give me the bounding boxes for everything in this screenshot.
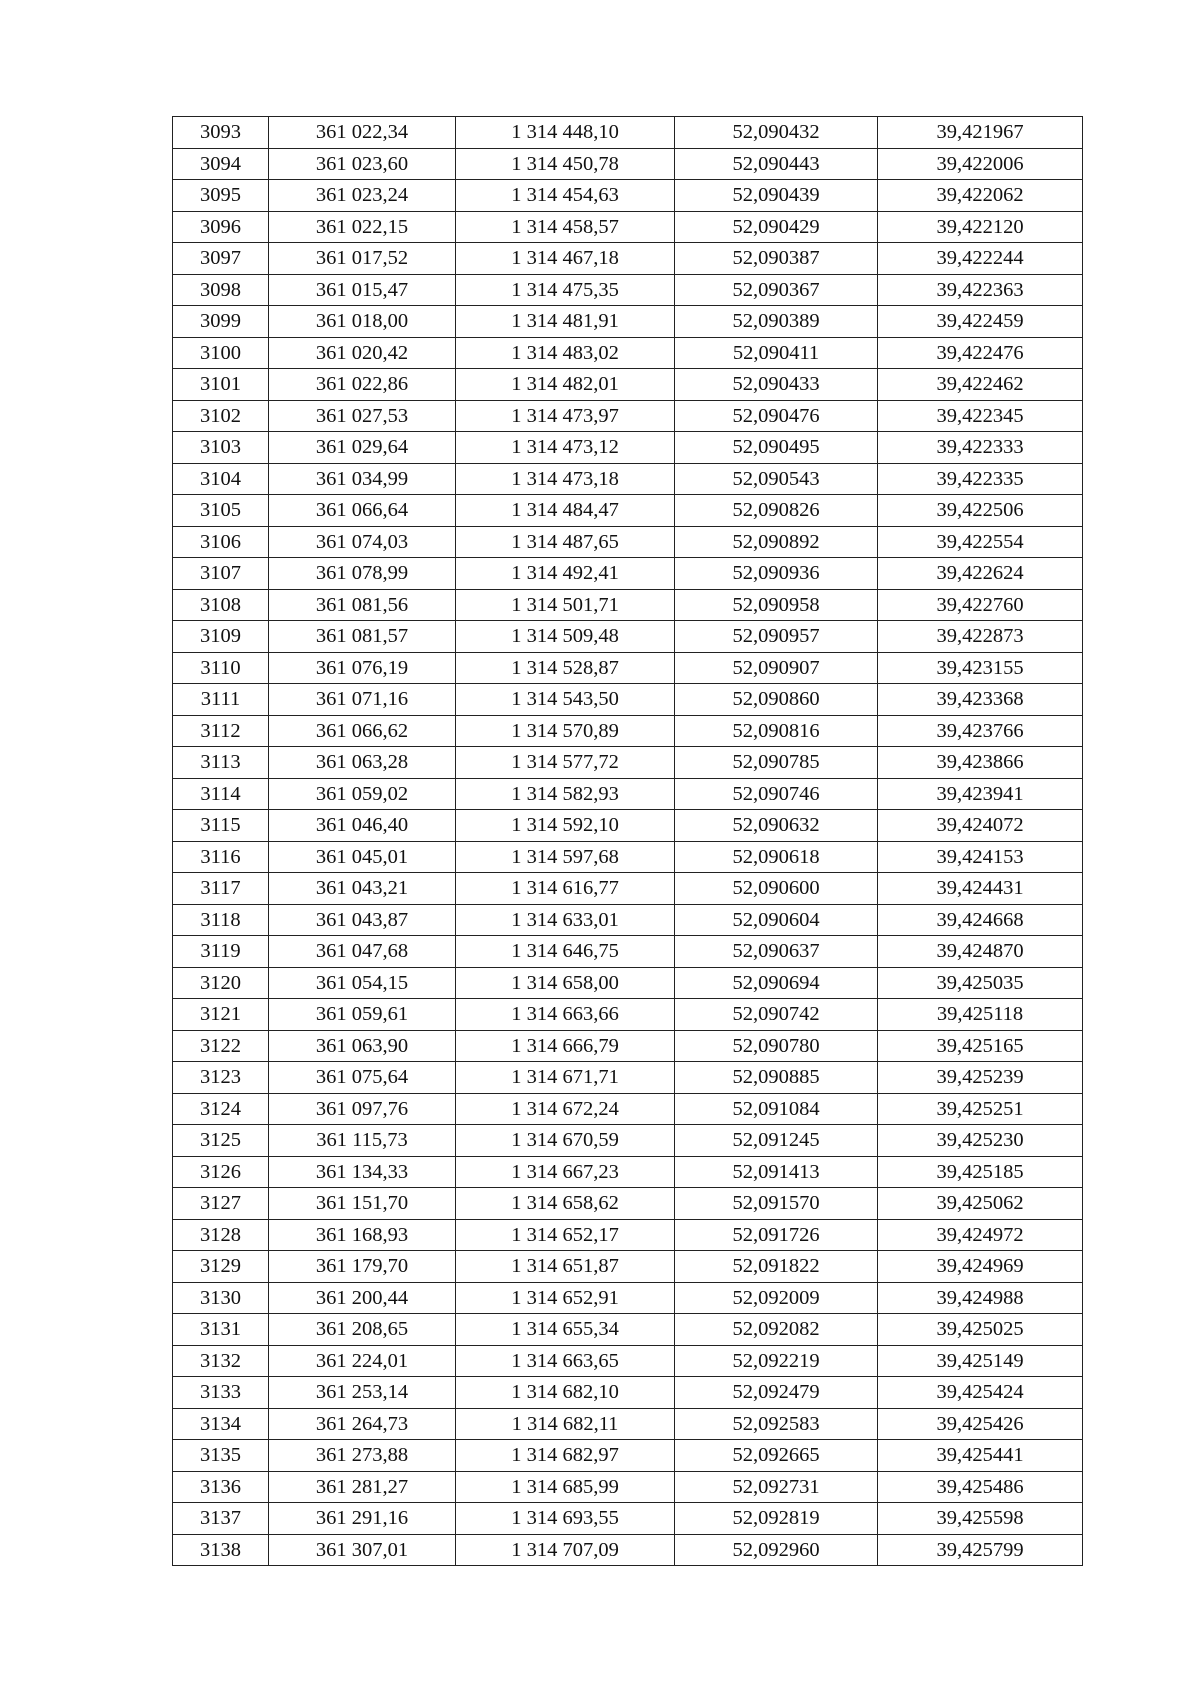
longitude-cell: 39,422120: [878, 211, 1083, 243]
y-coordinate-cell: 1 314 473,18: [456, 463, 675, 495]
table-row: [173, 589, 1083, 621]
latitude-cell: 52,090780: [675, 1030, 878, 1062]
x-coordinate-cell: 361 200,44: [269, 1282, 456, 1314]
point-number-cell: 3132: [173, 1345, 269, 1377]
point-number-cell: 3096: [173, 211, 269, 243]
point-number-cell: 3136: [173, 1471, 269, 1503]
longitude-cell: 39,424870: [878, 936, 1083, 968]
point-number-cell: 3100: [173, 337, 269, 369]
longitude-cell: 39,422462: [878, 369, 1083, 401]
latitude-cell: 52,090742: [675, 999, 878, 1031]
table-row: [173, 1377, 1083, 1409]
x-coordinate-cell: 361 022,34: [269, 117, 456, 149]
point-number-cell: 3129: [173, 1251, 269, 1283]
y-coordinate-cell: 1 314 492,41: [456, 558, 675, 590]
x-coordinate-cell: 361 208,65: [269, 1314, 456, 1346]
longitude-cell: 39,423155: [878, 652, 1083, 684]
x-coordinate-cell: 361 078,99: [269, 558, 456, 590]
x-coordinate-cell: 361 281,27: [269, 1471, 456, 1503]
x-coordinate-cell: 361 063,28: [269, 747, 456, 779]
x-coordinate-cell: 361 018,00: [269, 306, 456, 338]
x-coordinate-cell: 361 074,03: [269, 526, 456, 558]
point-number-cell: 3130: [173, 1282, 269, 1314]
y-coordinate-cell: 1 314 458,57: [456, 211, 675, 243]
y-coordinate-cell: 1 314 671,71: [456, 1062, 675, 1094]
y-coordinate-cell: 1 314 646,75: [456, 936, 675, 968]
point-number-cell: 3115: [173, 810, 269, 842]
latitude-cell: 52,090860: [675, 684, 878, 716]
y-coordinate-cell: 1 314 582,93: [456, 778, 675, 810]
latitude-cell: 52,090618: [675, 841, 878, 873]
point-number-cell: 3108: [173, 589, 269, 621]
longitude-cell: 39,423866: [878, 747, 1083, 779]
y-coordinate-cell: 1 314 467,18: [456, 243, 675, 275]
x-coordinate-cell: 361 291,16: [269, 1503, 456, 1535]
longitude-cell: 39,425062: [878, 1188, 1083, 1220]
x-coordinate-cell: 361 029,64: [269, 432, 456, 464]
latitude-cell: 52,090637: [675, 936, 878, 968]
y-coordinate-cell: 1 314 658,62: [456, 1188, 675, 1220]
longitude-cell: 39,422062: [878, 180, 1083, 212]
y-coordinate-cell: 1 314 543,50: [456, 684, 675, 716]
x-coordinate-cell: 361 046,40: [269, 810, 456, 842]
table-row: [173, 904, 1083, 936]
x-coordinate-cell: 361 015,47: [269, 274, 456, 306]
y-coordinate-cell: 1 314 528,87: [456, 652, 675, 684]
longitude-cell: 39,422335: [878, 463, 1083, 495]
table-row: [173, 117, 1083, 149]
table-row: [173, 1440, 1083, 1472]
x-coordinate-cell: 361 081,56: [269, 589, 456, 621]
point-number-cell: 3123: [173, 1062, 269, 1094]
point-number-cell: 3094: [173, 148, 269, 180]
longitude-cell: 39,422459: [878, 306, 1083, 338]
table-row: [173, 999, 1083, 1031]
table-row: [173, 432, 1083, 464]
point-number-cell: 3116: [173, 841, 269, 873]
x-coordinate-cell: 361 273,88: [269, 1440, 456, 1472]
longitude-cell: 39,422624: [878, 558, 1083, 590]
y-coordinate-cell: 1 314 482,01: [456, 369, 675, 401]
latitude-cell: 52,090694: [675, 967, 878, 999]
x-coordinate-cell: 361 224,01: [269, 1345, 456, 1377]
point-number-cell: 3125: [173, 1125, 269, 1157]
y-coordinate-cell: 1 314 651,87: [456, 1251, 675, 1283]
x-coordinate-cell: 361 071,16: [269, 684, 456, 716]
point-number-cell: 3111: [173, 684, 269, 716]
point-number-cell: 3119: [173, 936, 269, 968]
point-number-cell: 3095: [173, 180, 269, 212]
latitude-cell: 52,090411: [675, 337, 878, 369]
table-row: [173, 715, 1083, 747]
table-row: [173, 400, 1083, 432]
latitude-cell: 52,091570: [675, 1188, 878, 1220]
table-row: [173, 1156, 1083, 1188]
latitude-cell: 52,090433: [675, 369, 878, 401]
latitude-cell: 52,090429: [675, 211, 878, 243]
table-row: [173, 526, 1083, 558]
point-number-cell: 3120: [173, 967, 269, 999]
longitude-cell: 39,425025: [878, 1314, 1083, 1346]
latitude-cell: 52,090785: [675, 747, 878, 779]
x-coordinate-cell: 361 022,15: [269, 211, 456, 243]
table-row: [173, 1408, 1083, 1440]
point-number-cell: 3098: [173, 274, 269, 306]
x-coordinate-cell: 361 066,62: [269, 715, 456, 747]
latitude-cell: 52,090387: [675, 243, 878, 275]
y-coordinate-cell: 1 314 666,79: [456, 1030, 675, 1062]
y-coordinate-cell: 1 314 616,77: [456, 873, 675, 905]
latitude-cell: 52,090746: [675, 778, 878, 810]
latitude-cell: 52,092819: [675, 1503, 878, 1535]
x-coordinate-cell: 361 043,21: [269, 873, 456, 905]
latitude-cell: 52,092960: [675, 1534, 878, 1566]
y-coordinate-cell: 1 314 685,99: [456, 1471, 675, 1503]
point-number-cell: 3103: [173, 432, 269, 464]
x-coordinate-cell: 361 168,93: [269, 1219, 456, 1251]
longitude-cell: 39,425118: [878, 999, 1083, 1031]
longitude-cell: 39,424153: [878, 841, 1083, 873]
x-coordinate-cell: 361 043,87: [269, 904, 456, 936]
table-row: [173, 1125, 1083, 1157]
y-coordinate-cell: 1 314 670,59: [456, 1125, 675, 1157]
latitude-cell: 52,091084: [675, 1093, 878, 1125]
latitude-cell: 52,092082: [675, 1314, 878, 1346]
latitude-cell: 52,091413: [675, 1156, 878, 1188]
longitude-cell: 39,425799: [878, 1534, 1083, 1566]
latitude-cell: 52,090632: [675, 810, 878, 842]
latitude-cell: 52,090826: [675, 495, 878, 527]
longitude-cell: 39,425149: [878, 1345, 1083, 1377]
point-number-cell: 3122: [173, 1030, 269, 1062]
point-number-cell: 3102: [173, 400, 269, 432]
table-row: [173, 684, 1083, 716]
longitude-cell: 39,425251: [878, 1093, 1083, 1125]
table-row: [173, 463, 1083, 495]
x-coordinate-cell: 361 034,99: [269, 463, 456, 495]
longitude-cell: 39,422506: [878, 495, 1083, 527]
x-coordinate-cell: 361 027,53: [269, 400, 456, 432]
point-number-cell: 3110: [173, 652, 269, 684]
table-row: [173, 243, 1083, 275]
latitude-cell: 52,090432: [675, 117, 878, 149]
x-coordinate-cell: 361 081,57: [269, 621, 456, 653]
point-number-cell: 3101: [173, 369, 269, 401]
point-number-cell: 3117: [173, 873, 269, 905]
longitude-cell: 39,423368: [878, 684, 1083, 716]
x-coordinate-cell: 361 134,33: [269, 1156, 456, 1188]
x-coordinate-cell: 361 063,90: [269, 1030, 456, 1062]
y-coordinate-cell: 1 314 682,10: [456, 1377, 675, 1409]
y-coordinate-cell: 1 314 454,63: [456, 180, 675, 212]
table-row: [173, 180, 1083, 212]
table-row: [173, 306, 1083, 338]
x-coordinate-cell: 361 047,68: [269, 936, 456, 968]
longitude-cell: 39,422006: [878, 148, 1083, 180]
longitude-cell: 39,425486: [878, 1471, 1083, 1503]
x-coordinate-cell: 361 045,01: [269, 841, 456, 873]
table-row: [173, 778, 1083, 810]
table-row: [173, 1503, 1083, 1535]
latitude-cell: 52,090936: [675, 558, 878, 590]
y-coordinate-cell: 1 314 450,78: [456, 148, 675, 180]
latitude-cell: 52,090892: [675, 526, 878, 558]
table-row: [173, 841, 1083, 873]
latitude-cell: 52,090958: [675, 589, 878, 621]
table-row: [173, 211, 1083, 243]
table-row: [173, 1282, 1083, 1314]
table-row: [173, 558, 1083, 590]
latitude-cell: 52,090816: [675, 715, 878, 747]
longitude-cell: 39,425230: [878, 1125, 1083, 1157]
point-number-cell: 3097: [173, 243, 269, 275]
longitude-cell: 39,425239: [878, 1062, 1083, 1094]
longitude-cell: 39,425441: [878, 1440, 1083, 1472]
point-number-cell: 3124: [173, 1093, 269, 1125]
longitude-cell: 39,425424: [878, 1377, 1083, 1409]
x-coordinate-cell: 361 020,42: [269, 337, 456, 369]
y-coordinate-cell: 1 314 475,35: [456, 274, 675, 306]
x-coordinate-cell: 361 075,64: [269, 1062, 456, 1094]
longitude-cell: 39,424668: [878, 904, 1083, 936]
longitude-cell: 39,422244: [878, 243, 1083, 275]
table-row: [173, 1219, 1083, 1251]
table-row: [173, 1534, 1083, 1566]
point-number-cell: 3113: [173, 747, 269, 779]
y-coordinate-cell: 1 314 652,17: [456, 1219, 675, 1251]
coordinates-table: [172, 116, 1083, 1566]
y-coordinate-cell: 1 314 501,71: [456, 589, 675, 621]
y-coordinate-cell: 1 314 672,24: [456, 1093, 675, 1125]
point-number-cell: 3093: [173, 117, 269, 149]
y-coordinate-cell: 1 314 633,01: [456, 904, 675, 936]
table-row: [173, 274, 1083, 306]
table-row: [173, 1251, 1083, 1283]
latitude-cell: 52,092731: [675, 1471, 878, 1503]
y-coordinate-cell: 1 314 481,91: [456, 306, 675, 338]
y-coordinate-cell: 1 314 509,48: [456, 621, 675, 653]
x-coordinate-cell: 361 115,73: [269, 1125, 456, 1157]
point-number-cell: 3126: [173, 1156, 269, 1188]
latitude-cell: 52,090957: [675, 621, 878, 653]
x-coordinate-cell: 361 253,14: [269, 1377, 456, 1409]
point-number-cell: 3127: [173, 1188, 269, 1220]
y-coordinate-cell: 1 314 484,47: [456, 495, 675, 527]
y-coordinate-cell: 1 314 473,12: [456, 432, 675, 464]
latitude-cell: 52,090604: [675, 904, 878, 936]
longitude-cell: 39,425185: [878, 1156, 1083, 1188]
point-number-cell: 3128: [173, 1219, 269, 1251]
longitude-cell: 39,422760: [878, 589, 1083, 621]
longitude-cell: 39,425598: [878, 1503, 1083, 1535]
table-row: [173, 1093, 1083, 1125]
table-row: [173, 1030, 1083, 1062]
longitude-cell: 39,425426: [878, 1408, 1083, 1440]
x-coordinate-cell: 361 023,60: [269, 148, 456, 180]
longitude-cell: 39,424969: [878, 1251, 1083, 1283]
y-coordinate-cell: 1 314 570,89: [456, 715, 675, 747]
latitude-cell: 52,090907: [675, 652, 878, 684]
latitude-cell: 52,090885: [675, 1062, 878, 1094]
x-coordinate-cell: 361 059,02: [269, 778, 456, 810]
x-coordinate-cell: 361 054,15: [269, 967, 456, 999]
latitude-cell: 52,091726: [675, 1219, 878, 1251]
x-coordinate-cell: 361 022,86: [269, 369, 456, 401]
longitude-cell: 39,422333: [878, 432, 1083, 464]
y-coordinate-cell: 1 314 655,34: [456, 1314, 675, 1346]
point-number-cell: 3133: [173, 1377, 269, 1409]
table-row: [173, 1188, 1083, 1220]
y-coordinate-cell: 1 314 667,23: [456, 1156, 675, 1188]
table-row: [173, 1345, 1083, 1377]
point-number-cell: 3106: [173, 526, 269, 558]
longitude-cell: 39,425165: [878, 1030, 1083, 1062]
table-row: [173, 337, 1083, 369]
longitude-cell: 39,423941: [878, 778, 1083, 810]
table-row: [173, 369, 1083, 401]
longitude-cell: 39,424972: [878, 1219, 1083, 1251]
x-coordinate-cell: 361 066,64: [269, 495, 456, 527]
point-number-cell: 3118: [173, 904, 269, 936]
point-number-cell: 3109: [173, 621, 269, 653]
table-row: [173, 1062, 1083, 1094]
latitude-cell: 52,090476: [675, 400, 878, 432]
x-coordinate-cell: 361 307,01: [269, 1534, 456, 1566]
y-coordinate-cell: 1 314 448,10: [456, 117, 675, 149]
longitude-cell: 39,422345: [878, 400, 1083, 432]
table-row: [173, 967, 1083, 999]
y-coordinate-cell: 1 314 652,91: [456, 1282, 675, 1314]
latitude-cell: 52,090439: [675, 180, 878, 212]
x-coordinate-cell: 361 097,76: [269, 1093, 456, 1125]
latitude-cell: 52,090495: [675, 432, 878, 464]
table-row: [173, 873, 1083, 905]
point-number-cell: 3121: [173, 999, 269, 1031]
latitude-cell: 52,092583: [675, 1408, 878, 1440]
latitude-cell: 52,092665: [675, 1440, 878, 1472]
point-number-cell: 3137: [173, 1503, 269, 1535]
table-row: [173, 810, 1083, 842]
latitude-cell: 52,090367: [675, 274, 878, 306]
longitude-cell: 39,424072: [878, 810, 1083, 842]
table-row: [173, 1314, 1083, 1346]
table-row: [173, 1471, 1083, 1503]
point-number-cell: 3112: [173, 715, 269, 747]
y-coordinate-cell: 1 314 597,68: [456, 841, 675, 873]
point-number-cell: 3099: [173, 306, 269, 338]
y-coordinate-cell: 1 314 577,72: [456, 747, 675, 779]
longitude-cell: 39,425035: [878, 967, 1083, 999]
latitude-cell: 52,091245: [675, 1125, 878, 1157]
y-coordinate-cell: 1 314 483,02: [456, 337, 675, 369]
y-coordinate-cell: 1 314 473,97: [456, 400, 675, 432]
y-coordinate-cell: 1 314 707,09: [456, 1534, 675, 1566]
y-coordinate-cell: 1 314 658,00: [456, 967, 675, 999]
y-coordinate-cell: 1 314 682,97: [456, 1440, 675, 1472]
x-coordinate-cell: 361 264,73: [269, 1408, 456, 1440]
point-number-cell: 3114: [173, 778, 269, 810]
y-coordinate-cell: 1 314 663,65: [456, 1345, 675, 1377]
x-coordinate-cell: 361 076,19: [269, 652, 456, 684]
longitude-cell: 39,421967: [878, 117, 1083, 149]
table-row: [173, 747, 1083, 779]
latitude-cell: 52,090443: [675, 148, 878, 180]
x-coordinate-cell: 361 017,52: [269, 243, 456, 275]
y-coordinate-cell: 1 314 592,10: [456, 810, 675, 842]
y-coordinate-cell: 1 314 487,65: [456, 526, 675, 558]
point-number-cell: 3138: [173, 1534, 269, 1566]
point-number-cell: 3134: [173, 1408, 269, 1440]
latitude-cell: 52,092009: [675, 1282, 878, 1314]
y-coordinate-cell: 1 314 663,66: [456, 999, 675, 1031]
x-coordinate-cell: 361 059,61: [269, 999, 456, 1031]
latitude-cell: 52,092219: [675, 1345, 878, 1377]
longitude-cell: 39,424988: [878, 1282, 1083, 1314]
latitude-cell: 52,091822: [675, 1251, 878, 1283]
table-row: [173, 495, 1083, 527]
x-coordinate-cell: 361 179,70: [269, 1251, 456, 1283]
y-coordinate-cell: 1 314 693,55: [456, 1503, 675, 1535]
table-row: [173, 652, 1083, 684]
coordinates-table-body: [173, 117, 1083, 1566]
point-number-cell: 3104: [173, 463, 269, 495]
table-row: [173, 936, 1083, 968]
y-coordinate-cell: 1 314 682,11: [456, 1408, 675, 1440]
longitude-cell: 39,422554: [878, 526, 1083, 558]
latitude-cell: 52,092479: [675, 1377, 878, 1409]
latitude-cell: 52,090600: [675, 873, 878, 905]
longitude-cell: 39,424431: [878, 873, 1083, 905]
latitude-cell: 52,090389: [675, 306, 878, 338]
table-row: [173, 148, 1083, 180]
table-row: [173, 621, 1083, 653]
latitude-cell: 52,090543: [675, 463, 878, 495]
point-number-cell: 3105: [173, 495, 269, 527]
longitude-cell: 39,422873: [878, 621, 1083, 653]
longitude-cell: 39,422476: [878, 337, 1083, 369]
longitude-cell: 39,422363: [878, 274, 1083, 306]
longitude-cell: 39,423766: [878, 715, 1083, 747]
x-coordinate-cell: 361 151,70: [269, 1188, 456, 1220]
point-number-cell: 3135: [173, 1440, 269, 1472]
point-number-cell: 3107: [173, 558, 269, 590]
point-number-cell: 3131: [173, 1314, 269, 1346]
x-coordinate-cell: 361 023,24: [269, 180, 456, 212]
